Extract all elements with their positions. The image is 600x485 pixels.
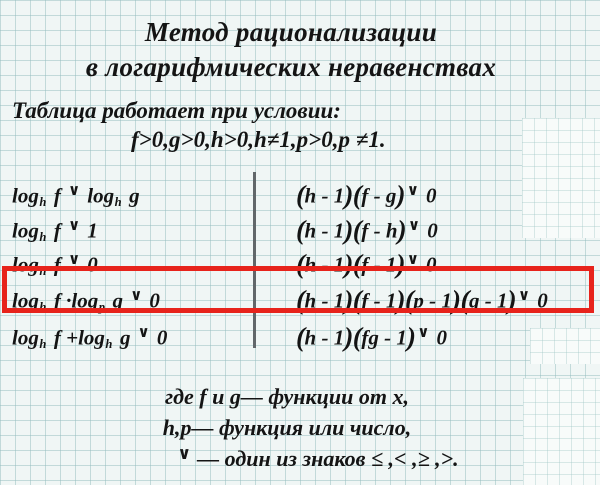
- left-formula: $\log_h f +\log_h$ g ∨ 0: [12, 325, 168, 351]
- condition-formula: f>0,g>0,h>0,h≠1,p>0,p ≠1.: [131, 127, 386, 152]
- right-formula: (h - 1)(fg - 1) ∨ 0: [296, 322, 448, 353]
- table-row: [0, 176, 600, 211]
- right-formula: (h - 1)(f - 1) ∨ 0: [296, 249, 437, 280]
- note-line-3: [18, 443, 600, 476]
- title-line-2: в логарифмических неравенствах: [85, 52, 497, 82]
- footnotes: [0, 381, 587, 476]
- right-formula: (h - 1)(f - 1)(p - 1)(g - 1) ∨ 0: [296, 285, 548, 316]
- left-formula: $\log_h f$ ∨ $\log_h g$: [12, 183, 140, 209]
- left-formula: $\log_h f$ ∨ 1: [12, 218, 98, 244]
- condition-label: Таблица работает при условии:: [12, 98, 341, 123]
- left-formula: $\log_h f$ ∨ 0: [12, 252, 98, 278]
- left-formula: $\log_h f \cdot\log_p$ g ∨ 0: [12, 288, 160, 314]
- table-row: [0, 211, 600, 246]
- title-line-1: Метод рационализации: [144, 17, 438, 47]
- table-row: [0, 245, 600, 280]
- table-row-highlighted: [0, 281, 600, 316]
- note-line-3-text: — один из знаков ≤ ,< ,≥ ,>.: [197, 446, 459, 471]
- right-formula: (h - 1)(f - g) ∨ 0: [296, 180, 437, 211]
- note-line-2: h,p— функция или число,: [162, 415, 412, 440]
- vee-symbol: ∨: [177, 444, 192, 463]
- right-formula: (h - 1)(f - h) ∨ 0: [296, 215, 438, 246]
- note-line-1: где f и g— функции от x,: [165, 384, 409, 409]
- table-row: [0, 318, 600, 353]
